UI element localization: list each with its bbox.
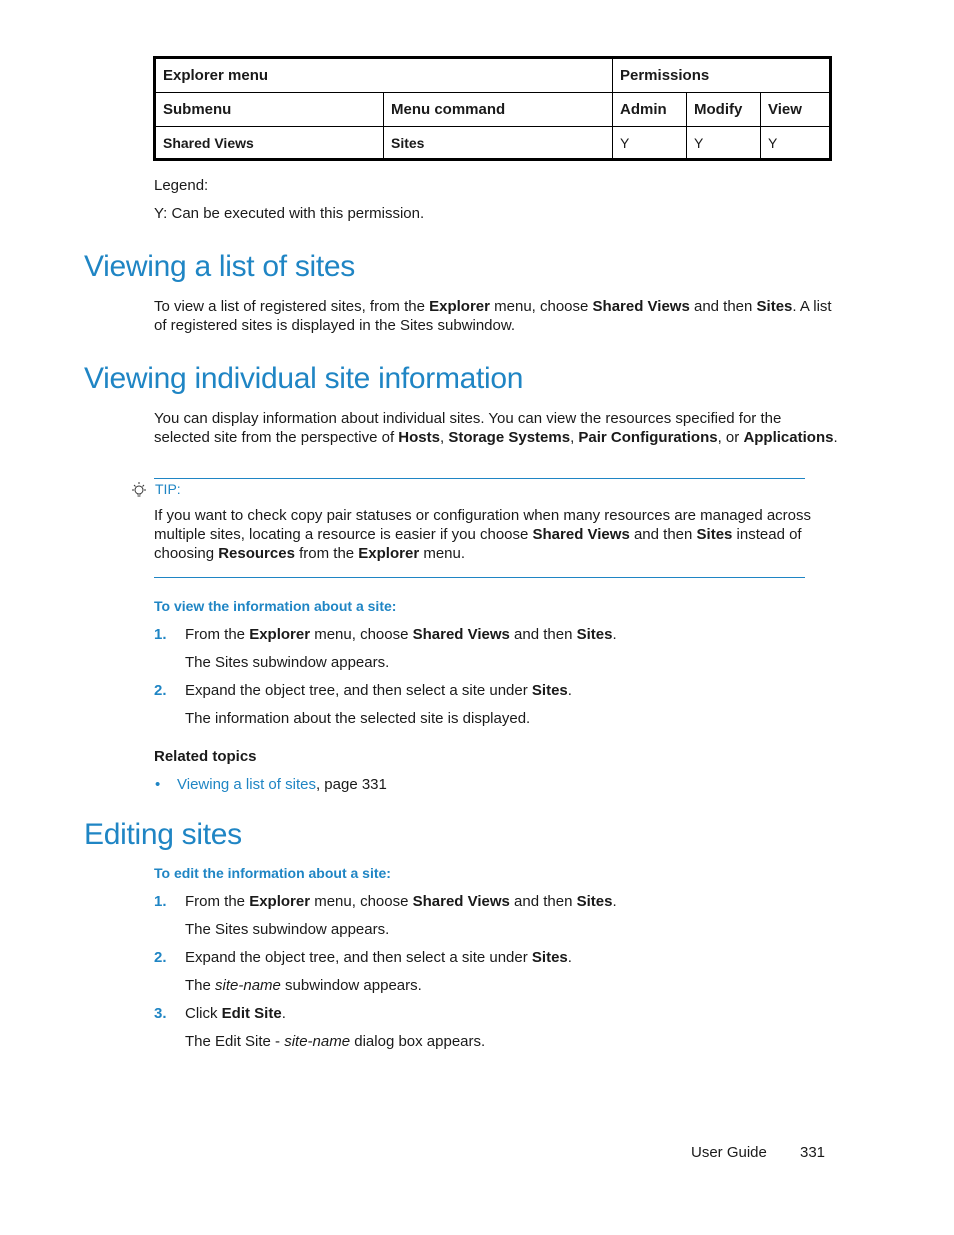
tip-line2: multiple sites, locating a resource is easier if you choose Shared Views and then Sites instead of bbox=[154, 526, 802, 543]
step-number: 1. bbox=[154, 626, 167, 643]
step-number: 1. bbox=[154, 893, 167, 910]
step-result: The information about the selected site is displayed. bbox=[185, 710, 531, 727]
step-text: Expand the object tree, and then select a site under Sites. bbox=[185, 682, 572, 699]
step-text: From the Explorer menu, choose Shared Views and then Sites. bbox=[185, 893, 617, 910]
page-number: 331 bbox=[800, 1144, 826, 1161]
submenu-header: Submenu bbox=[155, 93, 384, 127]
admin-cell: Y bbox=[613, 127, 687, 160]
step-result: The Edit Site - site-name dialog box appears. bbox=[185, 1033, 486, 1050]
tip-top-rule bbox=[154, 478, 805, 479]
section2-paragraph-line2: selected site from the perspective of Hosts, Storage Systems, Pair Configurations, or Applications. bbox=[154, 429, 838, 446]
section2-paragraph-line1: You can display information about individual sites. You can view the resources specified for the bbox=[154, 410, 782, 427]
table-row bbox=[155, 127, 831, 160]
step-text: From the Explorer menu, choose Shared Views and then Sites. bbox=[185, 626, 617, 643]
footer-guide-title: User Guide bbox=[691, 1144, 767, 1161]
section1-paragraph-line1: To view a list of registered sites, from the Explorer menu, choose Shared Views and then Sites. A list bbox=[154, 298, 832, 315]
related-topics-title: Related topics bbox=[154, 748, 257, 765]
step-number: 3. bbox=[154, 1005, 167, 1022]
permissions-table bbox=[153, 56, 832, 161]
view-cell: Y bbox=[761, 127, 831, 160]
step-result: The Sites subwindow appears. bbox=[185, 921, 390, 938]
view-header: View bbox=[761, 93, 831, 127]
step-result: The site-name subwindow appears. bbox=[185, 977, 422, 994]
tip-bottom-rule bbox=[154, 577, 805, 578]
section-title-editing-sites: Editing sites bbox=[84, 818, 242, 851]
step-result: The Sites subwindow appears. bbox=[185, 654, 390, 671]
section-title-viewing-list: Viewing a list of sites bbox=[84, 250, 356, 283]
procedure-title-edit: To edit the information about a site: bbox=[154, 865, 391, 881]
submenu-cell: Shared Views bbox=[155, 127, 384, 160]
related-topic-link[interactable]: Viewing a list of sites bbox=[177, 776, 316, 793]
legend-title: Legend: bbox=[154, 177, 209, 194]
permissions-header: Permissions bbox=[613, 58, 831, 93]
menu-command-cell: Sites bbox=[384, 127, 613, 160]
table-subheader-row bbox=[155, 93, 831, 127]
section1-paragraph-line2: of registered sites is displayed in the Sites subwindow. bbox=[154, 317, 516, 334]
menu-command-header: Menu command bbox=[384, 93, 613, 127]
section-title-individual-site: Viewing individual site information bbox=[84, 362, 524, 395]
explorer-menu-header: Explorer menu bbox=[155, 58, 613, 93]
modify-header: Modify bbox=[687, 93, 761, 127]
admin-header: Admin bbox=[613, 93, 687, 127]
step-text: Click Edit Site. bbox=[185, 1005, 286, 1022]
tip-line3: choosing Resources from the Explorer menu. bbox=[154, 545, 466, 562]
table-header-row bbox=[155, 58, 831, 93]
procedure-title-view: To view the information about a site: bbox=[154, 598, 397, 614]
step-text: Expand the object tree, and then select a site under Sites. bbox=[185, 949, 572, 966]
tip-label: TIP: bbox=[155, 481, 181, 497]
tip-line1: If you want to check copy pair statuses or configuration when many resources are managed across bbox=[154, 507, 812, 524]
related-topic-item: Viewing a list of sites, page 331 bbox=[177, 776, 387, 793]
step-number: 2. bbox=[154, 949, 167, 966]
lightbulb-icon bbox=[130, 480, 148, 500]
modify-cell: Y bbox=[687, 127, 761, 160]
legend-y: Y: Can be executed with this permission. bbox=[154, 205, 425, 222]
bullet: • bbox=[155, 776, 161, 793]
step-number: 2. bbox=[154, 682, 167, 699]
